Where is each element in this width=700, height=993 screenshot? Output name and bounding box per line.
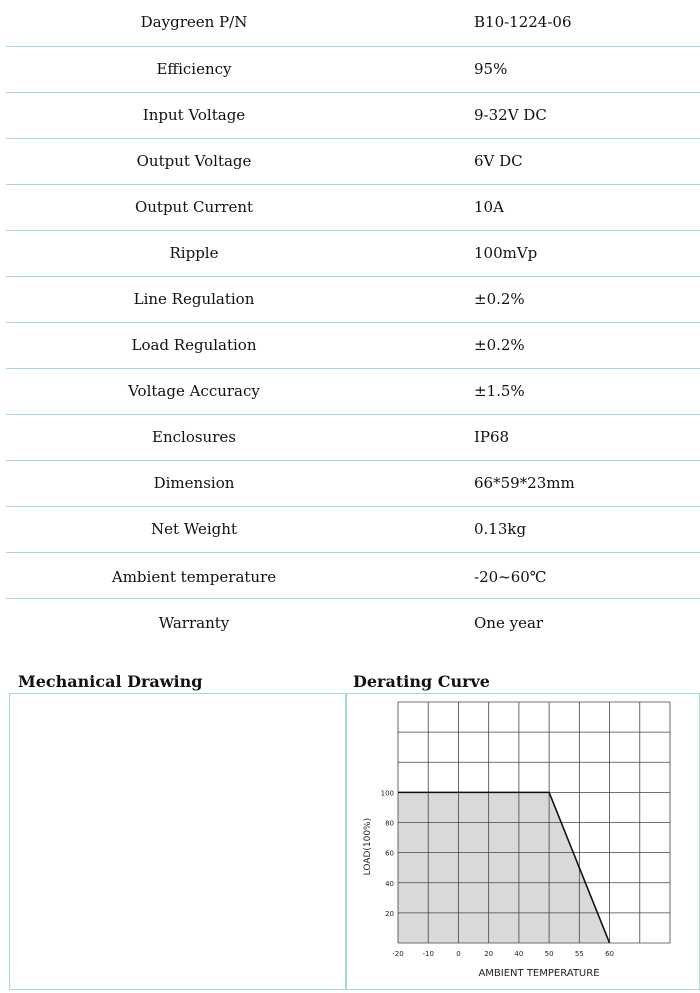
spec-label: Ripple xyxy=(169,244,219,262)
x-axis-label: AMBIENT TEMPERATURE xyxy=(478,968,600,979)
y-axis-label: LOAD(100%) xyxy=(363,817,373,876)
spec-label: Ambient temperature xyxy=(111,568,277,586)
spec-label: Dimension xyxy=(153,474,235,492)
spec-label: Efficiency xyxy=(156,60,232,78)
spec-label: Enclosures xyxy=(152,428,236,446)
spec-row xyxy=(6,415,700,461)
spec-row xyxy=(6,231,700,277)
x-tick-label: -20 xyxy=(392,950,404,958)
spec-row xyxy=(6,277,700,323)
x-tick-label: 0 xyxy=(456,950,461,958)
y-tick-label: 100 xyxy=(380,789,394,798)
spec-value: ±1.5% xyxy=(474,382,525,400)
mechanical-drawing-panel xyxy=(9,693,347,990)
spec-label: Net Weight xyxy=(151,520,237,538)
spec-value: B10-1224-06 xyxy=(474,13,572,31)
spec-row xyxy=(6,461,700,507)
spec-label: Input Voltage xyxy=(142,106,246,124)
derating-curve-title: Derating Curve xyxy=(353,672,490,691)
x-tick-label: -10 xyxy=(422,950,434,958)
spec-row xyxy=(6,185,700,231)
spec-row xyxy=(6,599,700,659)
spec-row xyxy=(6,369,700,415)
x-tick-label: 20 xyxy=(484,950,494,958)
spec-value: One year xyxy=(474,614,544,632)
spec-value: 100mVp xyxy=(474,244,538,262)
spec-value: 0.13kg xyxy=(474,520,527,538)
spec-row xyxy=(6,323,700,369)
spec-value: IP68 xyxy=(474,428,510,446)
spec-label: Warranty xyxy=(158,614,230,632)
spec-label: Load Regulation xyxy=(131,336,257,354)
spec-value: -20~60℃ xyxy=(474,568,547,586)
spec-value: 66*59*23mm xyxy=(474,474,575,492)
spec-row xyxy=(6,139,700,185)
spec-row xyxy=(6,47,700,93)
spec-value: ±0.2% xyxy=(474,290,525,308)
y-tick-label: 40 xyxy=(385,879,394,888)
spec-row xyxy=(6,553,700,599)
spec-value: 6V DC xyxy=(474,152,523,170)
spec-row xyxy=(6,93,700,139)
spec-label: Voltage Accuracy xyxy=(128,382,260,400)
x-tick-label: 60 xyxy=(605,950,615,958)
x-tick-label: 55 xyxy=(574,950,584,958)
spec-label: Daygreen P/N xyxy=(140,13,248,31)
mechanical-drawing-title: Mechanical Drawing xyxy=(18,672,203,691)
y-tick-label: 80 xyxy=(385,819,394,828)
x-tick-label: 40 xyxy=(514,950,524,958)
spec-row xyxy=(6,507,700,553)
spec-value: ±0.2% xyxy=(474,336,525,354)
spec-value: 10A xyxy=(474,198,504,216)
spec-row xyxy=(6,0,700,47)
spec-label: Output Current xyxy=(134,198,254,216)
y-tick-label: 60 xyxy=(385,849,394,858)
spec-value: 95% xyxy=(474,60,508,78)
y-tick-label: 20 xyxy=(385,909,394,918)
x-tick-label: 50 xyxy=(544,950,554,958)
derating-area xyxy=(398,792,610,943)
derating-chart xyxy=(355,697,685,987)
spec-label: Line Regulation xyxy=(133,290,255,308)
spec-value: 9-32V DC xyxy=(474,106,547,124)
spec-label: Output Voltage xyxy=(136,152,252,170)
